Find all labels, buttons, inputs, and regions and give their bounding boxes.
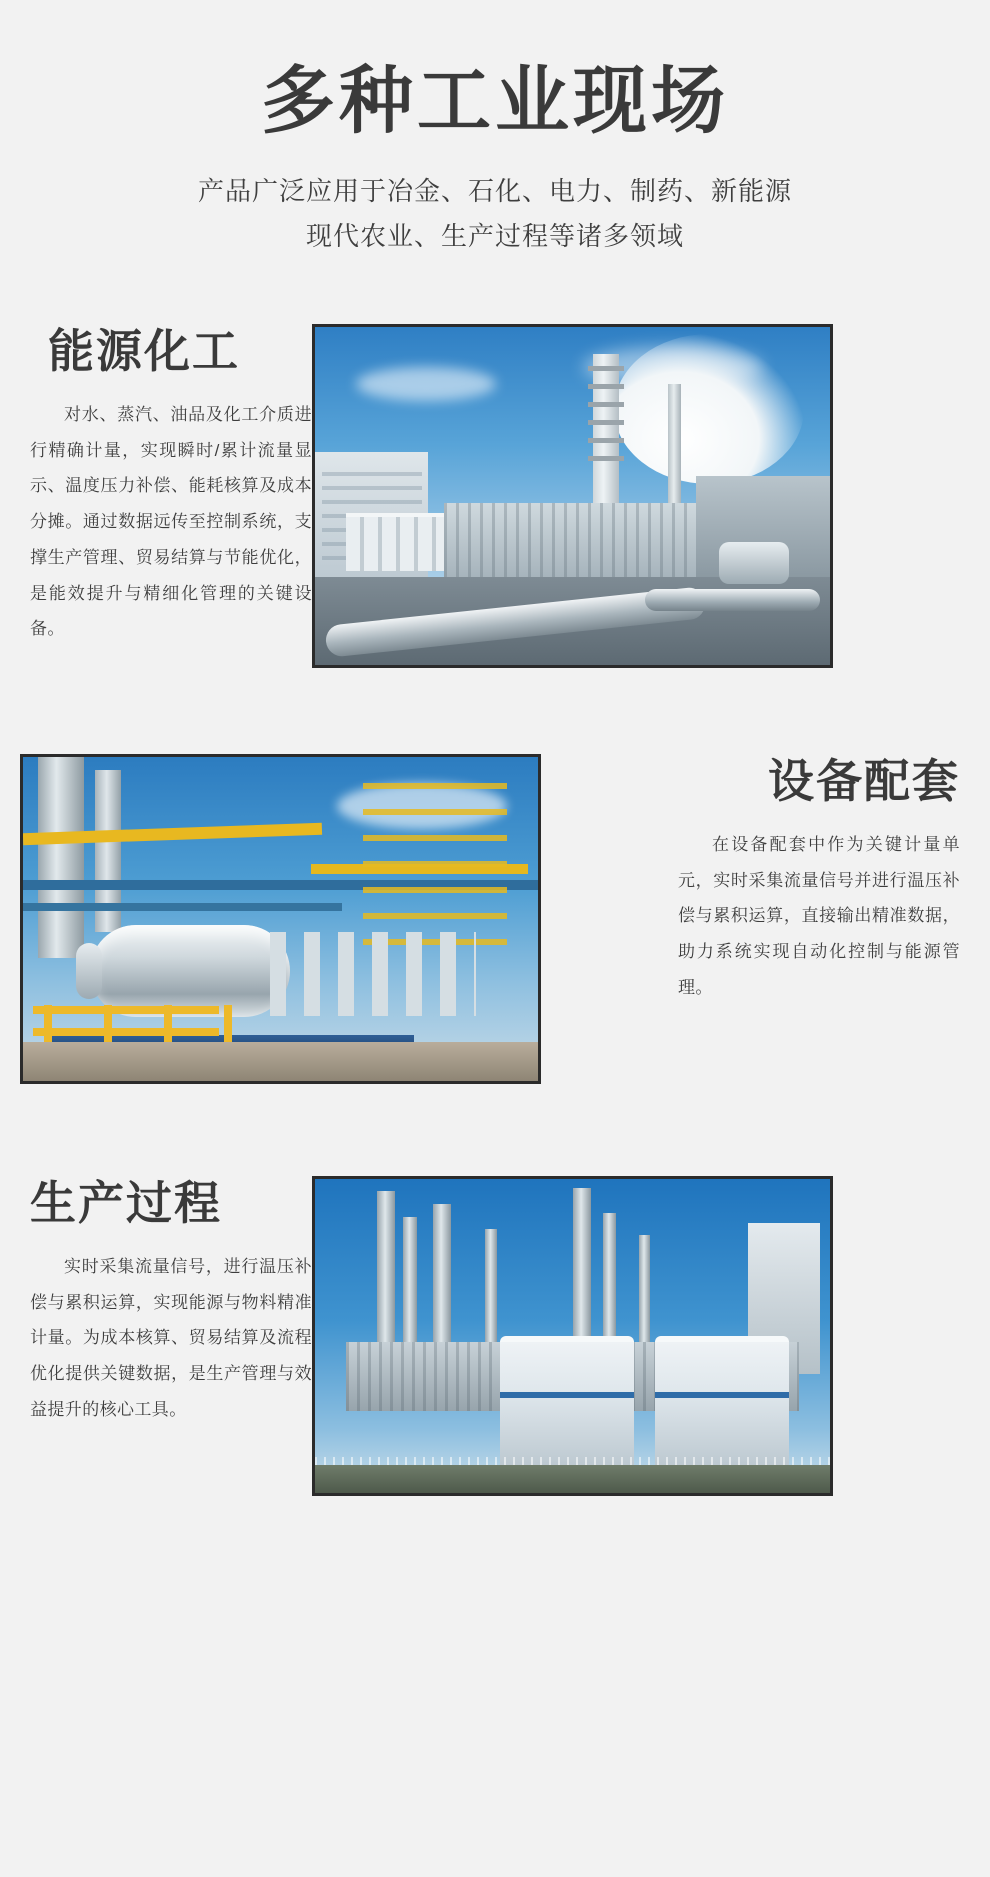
section-3-photo bbox=[312, 1176, 833, 1496]
section-2-title: 设备配套 bbox=[768, 754, 960, 807]
section-1-text-column bbox=[30, 324, 312, 647]
page-subtitle bbox=[40, 169, 950, 260]
process-tower-1 bbox=[38, 757, 84, 958]
ground-surface bbox=[315, 1465, 830, 1493]
section-3-text-column bbox=[30, 1176, 312, 1428]
stainless-vessel bbox=[90, 925, 290, 1017]
pipeline-secondary bbox=[645, 589, 820, 611]
spacer-header bbox=[0, 260, 990, 324]
section-2-body: 在设备配套中作为关键计量单元，实时采集流量信号并进行温压补偿与累积运算，直接输出精准数据，助力系统实现自动化控制与能源管理。 bbox=[678, 835, 960, 997]
spacer-bottom bbox=[0, 1496, 990, 1566]
section-2-photo bbox=[20, 754, 541, 1084]
section-3-title: 生产过程 bbox=[30, 1176, 222, 1229]
page-subtitle-line-2: 现代农业、生产过程等诸多领域 bbox=[305, 221, 684, 252]
section-1-photo bbox=[312, 324, 833, 668]
ground-surface bbox=[23, 1042, 538, 1081]
storage-tank-left bbox=[500, 1336, 634, 1468]
section-production-process bbox=[0, 1176, 990, 1496]
storage-tank-right bbox=[655, 1336, 789, 1468]
section-energy-chemical bbox=[0, 324, 990, 668]
section-3-image-column bbox=[312, 1176, 970, 1496]
section-3-body: 实时采集流量信号，进行温压补偿与累积运算，实现能源与物料精准计量。为成本核算、贸易结算及流程优化提供关键数据，是生产管理与效益提升的核心工具。 bbox=[30, 1257, 312, 1419]
page-title: 多种工业现场 bbox=[261, 59, 729, 142]
blue-pipeline-lower bbox=[23, 903, 342, 911]
steam-plume bbox=[614, 334, 804, 484]
spacer-section-2 bbox=[0, 1084, 990, 1176]
section-1-body: 对水、蒸汽、油品及化工介质进行精确计量，实现瞬时/累计流量显示、温度压力补偿、能耗核算及成本分摊。通过数据远传至控制系统，支撑生产管理、贸易结算与节能优化，是能效提升与精细化管理的关键设备。 bbox=[30, 405, 312, 639]
page-header bbox=[0, 60, 990, 260]
valve-manifold bbox=[270, 932, 476, 1016]
section-1-image-column bbox=[312, 324, 970, 668]
section-2-image-column bbox=[20, 754, 678, 1084]
section-1-title: 能源化工 bbox=[48, 324, 240, 377]
section-2-text-column bbox=[678, 754, 960, 1006]
spacer-section-1 bbox=[0, 668, 990, 754]
process-drum bbox=[719, 542, 789, 584]
page-subtitle-line-1: 产品广泛应用于冶金、石化、电力、制药、新能源 bbox=[197, 175, 792, 206]
safety-railing bbox=[33, 1028, 218, 1036]
section-equipment-support bbox=[0, 754, 990, 1084]
